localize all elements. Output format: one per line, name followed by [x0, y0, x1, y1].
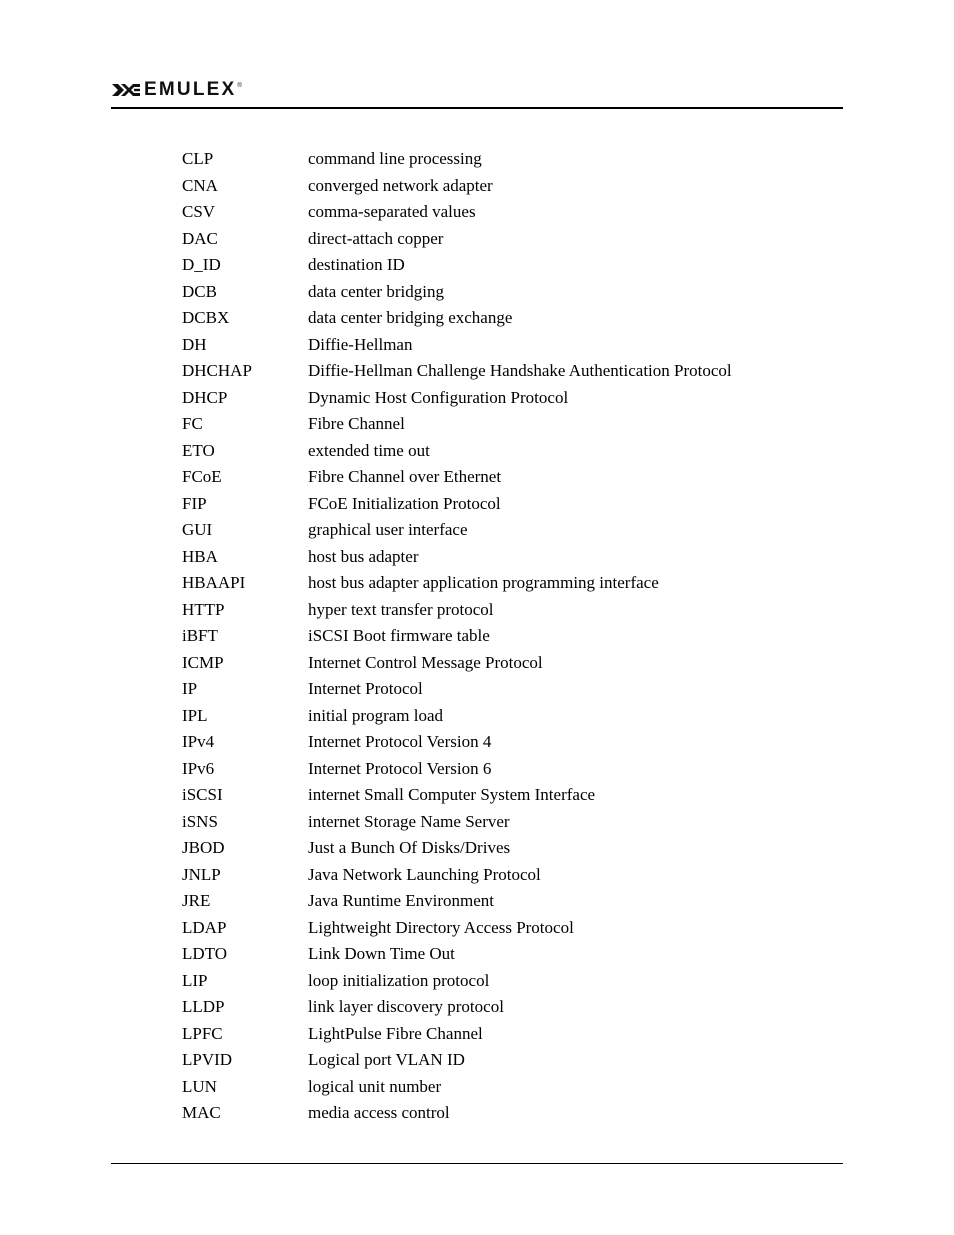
glossary-row	[182, 279, 822, 306]
glossary-abbreviation: LUN	[182, 1076, 217, 1096]
glossary-definition: Logical port VLAN ID	[308, 1050, 465, 1069]
glossary-abbreviation: HBA	[182, 546, 218, 566]
glossary-row	[182, 623, 822, 650]
glossary-row	[182, 438, 822, 465]
glossary-abbreviation: JNLP	[182, 864, 221, 884]
glossary-row	[182, 199, 822, 226]
emulex-logo	[111, 80, 242, 100]
glossary-row	[182, 703, 822, 730]
glossary-abbreviation: IPv4	[182, 732, 215, 751]
glossary-definition: Diffie-Hellman	[308, 334, 413, 354]
glossary-definition: Internet Protocol	[308, 679, 423, 698]
glossary-abbreviation: JRE	[182, 891, 211, 910]
glossary-row	[182, 941, 822, 968]
glossary-abbreviation: DH	[182, 334, 207, 354]
glossary-abbreviation: LDAP	[182, 917, 227, 937]
glossary-definition: Internet Control Message Protocol	[308, 652, 543, 672]
glossary-abbreviation: DAC	[182, 228, 218, 248]
glossary-abbreviation: FC	[182, 414, 203, 433]
glossary-abbreviation: ICMP	[182, 652, 224, 672]
glossary-definition: converged network adapter	[308, 175, 493, 195]
glossary-definition: Internet Protocol Version 6	[308, 758, 492, 778]
glossary-row	[182, 1100, 822, 1127]
glossary-definition: Lightweight Directory Access Protocol	[308, 917, 574, 937]
glossary-definition: loop initialization protocol	[308, 970, 490, 990]
glossary-row	[182, 835, 822, 862]
glossary-abbreviation: IP	[182, 679, 198, 698]
glossary-abbreviation: JBOD	[182, 838, 225, 857]
glossary-abbreviation: CLP	[182, 149, 214, 168]
glossary-row	[182, 1074, 822, 1101]
glossary-abbreviation: DHCHAP	[182, 361, 252, 380]
glossary-row	[182, 676, 822, 703]
glossary-abbreviation: DCBX	[182, 308, 230, 327]
glossary-abbreviation: CSV	[182, 202, 216, 221]
glossary-row	[182, 358, 822, 385]
glossary-definition: Diffie-Hellman Challenge Handshake Authentication Protocol	[308, 361, 732, 380]
glossary-row	[182, 915, 822, 942]
glossary-row	[182, 650, 822, 677]
glossary-definition: Link Down Time Out	[308, 944, 455, 963]
trademark-mark: ®	[237, 83, 242, 89]
emulex-logo-icon	[111, 81, 141, 99]
glossary-definition: Internet Protocol Version 4	[308, 732, 492, 751]
glossary-definition: iSCSI Boot firmware table	[308, 626, 490, 645]
glossary-row	[182, 146, 822, 173]
header-divider	[111, 107, 843, 109]
glossary-row	[182, 729, 822, 756]
glossary-abbreviation: iSCSI	[182, 785, 223, 804]
glossary-definition: Fibre Channel	[308, 414, 405, 433]
footer-divider	[111, 1163, 843, 1164]
glossary-list	[182, 146, 822, 1127]
glossary-abbreviation: IPv6	[182, 758, 215, 778]
glossary-abbreviation: DCB	[182, 281, 217, 301]
glossary-row	[182, 597, 822, 624]
glossary-abbreviation: MAC	[182, 1103, 221, 1122]
glossary-row	[182, 809, 822, 836]
glossary-definition: data center bridging	[308, 281, 444, 301]
brand-name: EMULEX	[144, 79, 237, 100]
glossary-definition: Fibre Channel over Ethernet	[308, 467, 502, 486]
glossary-definition: command line processing	[308, 149, 482, 168]
glossary-row	[182, 570, 822, 597]
glossary-abbreviation: LPFC	[182, 1023, 223, 1043]
glossary-row	[182, 517, 822, 544]
glossary-abbreviation: CNA	[182, 175, 218, 195]
glossary-row	[182, 862, 822, 889]
glossary-definition: direct-attach copper	[308, 228, 444, 248]
glossary-row	[182, 994, 822, 1021]
glossary-abbreviation: IPL	[182, 705, 208, 725]
glossary-definition: LightPulse Fibre Channel	[308, 1023, 483, 1043]
glossary-row	[182, 332, 822, 359]
glossary-abbreviation: DHCP	[182, 387, 228, 407]
glossary-row	[182, 385, 822, 412]
glossary-row	[182, 968, 822, 995]
glossary-definition: extended time out	[308, 440, 430, 460]
page-header	[111, 78, 843, 110]
glossary-row	[182, 173, 822, 200]
glossary-definition: graphical user interface	[308, 520, 468, 539]
glossary-abbreviation: GUI	[182, 520, 213, 539]
glossary-row	[182, 1047, 822, 1074]
glossary-row	[182, 305, 822, 332]
glossary-definition: Java Network Launching Protocol	[308, 864, 541, 884]
glossary-abbreviation: iSNS	[182, 811, 218, 831]
glossary-definition: media access control	[308, 1103, 450, 1122]
glossary-definition: destination ID	[308, 255, 405, 274]
glossary-definition: host bus adapter	[308, 546, 419, 566]
glossary-definition: host bus adapter application programming interface	[308, 573, 659, 592]
glossary-definition: Java Runtime Environment	[308, 891, 495, 910]
glossary-abbreviation: HBAAPI	[182, 573, 246, 592]
glossary-abbreviation: LPVID	[182, 1050, 233, 1069]
glossary-definition: data center bridging exchange	[308, 308, 513, 327]
glossary-definition: internet Small Computer System Interface	[308, 785, 596, 804]
glossary-abbreviation: ETO	[182, 440, 215, 460]
glossary-row	[182, 888, 822, 915]
glossary-definition: initial program load	[308, 705, 444, 725]
glossary-definition: comma-separated values	[308, 202, 476, 221]
glossary-definition: Dynamic Host Configuration Protocol	[308, 387, 569, 407]
glossary-definition: internet Storage Name Server	[308, 811, 510, 831]
glossary-row	[182, 491, 822, 518]
glossary-row	[182, 1021, 822, 1048]
glossary-abbreviation: LIP	[182, 970, 208, 990]
glossary-abbreviation: FIP	[182, 493, 207, 513]
glossary-row	[182, 782, 822, 809]
glossary-abbreviation: FCoE	[182, 467, 222, 486]
glossary-row	[182, 226, 822, 253]
glossary-row	[182, 411, 822, 438]
glossary-definition: logical unit number	[308, 1076, 442, 1096]
glossary-definition: Just a Bunch Of Disks/Drives	[308, 838, 511, 857]
glossary-definition: hyper text transfer protocol	[308, 599, 494, 619]
glossary-abbreviation: LLDP	[182, 997, 225, 1016]
glossary-row	[182, 756, 822, 783]
glossary-abbreviation: D_ID	[182, 255, 221, 274]
glossary-abbreviation: HTTP	[182, 599, 225, 619]
glossary-row	[182, 464, 822, 491]
glossary-abbreviation: LDTO	[182, 944, 228, 963]
glossary-row	[182, 252, 822, 279]
glossary-row	[182, 544, 822, 571]
glossary-abbreviation: iBFT	[182, 626, 218, 645]
glossary-definition: link layer discovery protocol	[308, 997, 504, 1016]
glossary-definition: FCoE Initialization Protocol	[308, 493, 501, 513]
